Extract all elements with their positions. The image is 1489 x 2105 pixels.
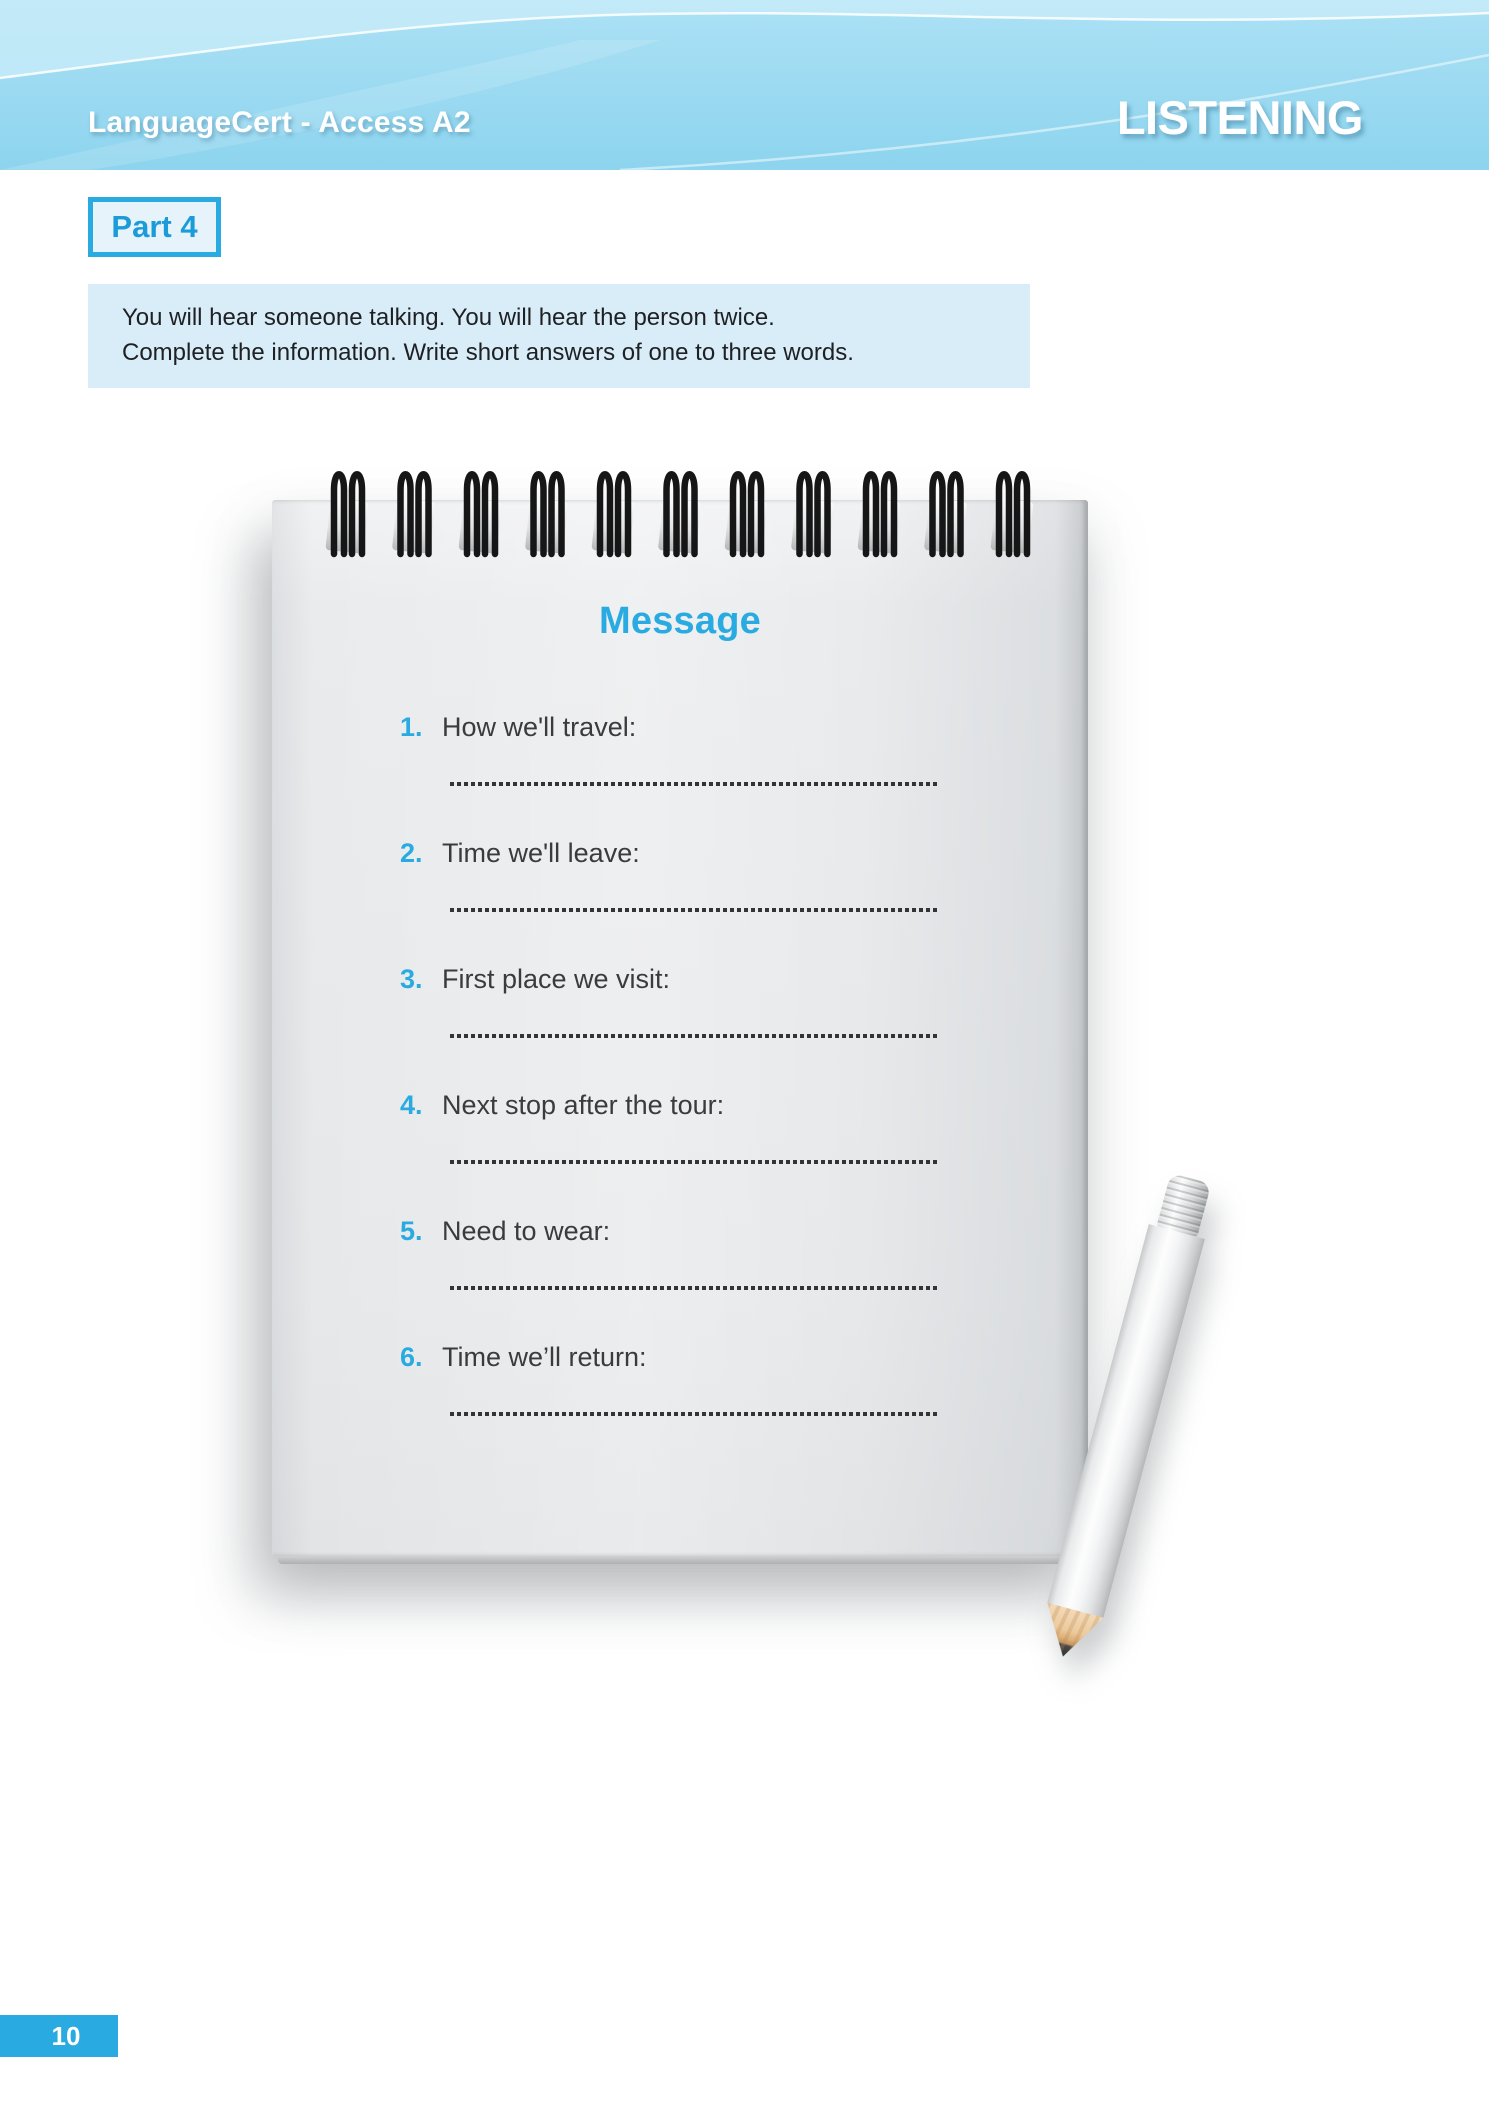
question-number: 3. (400, 964, 423, 994)
question-item (272, 838, 1088, 964)
question-item (272, 1342, 1088, 1468)
question-label: Next stop after the tour: (442, 1090, 725, 1120)
answer-blank[interactable] (450, 894, 938, 912)
answer-blank[interactable] (450, 1398, 938, 1416)
answer-blank[interactable] (450, 768, 938, 786)
notepad-paper (272, 500, 1088, 1556)
question-number: 2. (400, 838, 423, 868)
answer-blank[interactable] (450, 1020, 938, 1038)
question-number: 6. (400, 1342, 423, 1372)
question-label: Time we'll leave: (442, 838, 640, 868)
question-item (272, 1090, 1088, 1216)
instructions-line-2: Complete the information. Write short answers of one to three words. (122, 339, 854, 366)
instructions-line-1: You will hear someone talking. You will hear the person twice. (122, 304, 775, 331)
question-item (272, 1216, 1088, 1342)
question-item (272, 964, 1088, 1090)
question-label: How we'll travel: (442, 712, 637, 742)
part-label: Part 4 (88, 197, 221, 257)
answer-blank[interactable] (450, 1146, 938, 1164)
question-number: 5. (400, 1216, 423, 1246)
question-number: 4. (400, 1090, 423, 1120)
question-label: First place we visit: (442, 964, 671, 994)
page-number-badge: 10 (0, 2015, 118, 2057)
question-number: 1. (400, 712, 423, 742)
page-header (0, 0, 1489, 170)
brand-title: LanguageCert - Access A2 (88, 106, 471, 139)
notepad-title: Message (599, 600, 761, 642)
question-label: Need to wear: (442, 1216, 611, 1246)
question-label: Time we’ll return: (442, 1342, 647, 1372)
answer-blank[interactable] (450, 1272, 938, 1290)
notepad (272, 456, 1088, 1596)
section-title: LISTENING (1116, 91, 1363, 144)
question-item (272, 712, 1088, 838)
spiral-binding (272, 456, 1088, 568)
instructions-panel (88, 284, 1030, 388)
